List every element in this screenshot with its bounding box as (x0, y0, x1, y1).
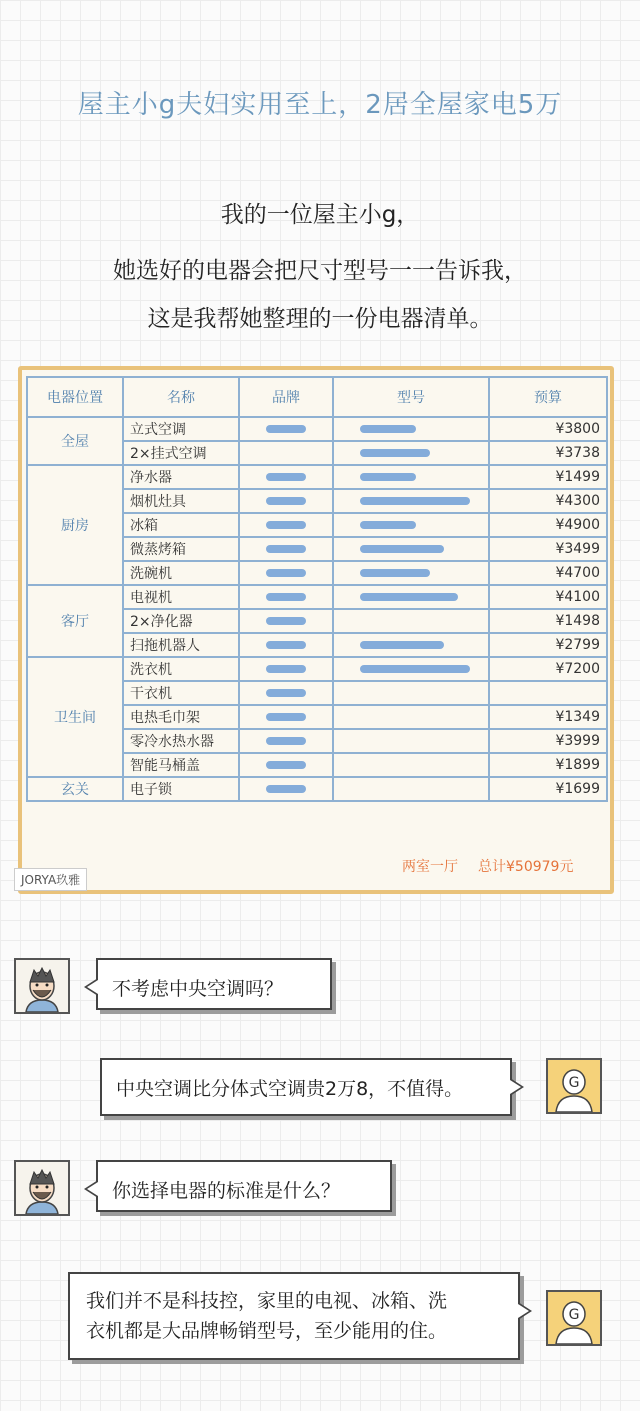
model-cell (333, 489, 489, 513)
table-body (27, 417, 607, 801)
intro-line-3: 这是我帮她整理的一份电器清单。 (147, 306, 493, 332)
dialog-text-1: 不考虑中央空调吗？ (112, 978, 284, 1000)
brand-redacted-scribble (266, 425, 306, 433)
brand-redacted-scribble (266, 689, 306, 697)
brand-redacted-scribble (266, 737, 306, 745)
g-avatar-icon (546, 1290, 602, 1346)
brand-redacted-scribble (266, 617, 306, 625)
budget-cell: ¥2799 (489, 633, 607, 657)
brand-cell (239, 585, 333, 609)
brand-redacted-scribble (266, 761, 306, 769)
location-cell: 卫生间 (27, 657, 123, 777)
model-cell (333, 465, 489, 489)
budget-cell: ¥3738 (489, 441, 607, 465)
model-cell (333, 729, 489, 753)
brand-redacted-scribble (266, 569, 306, 577)
location-cell: 厨房 (27, 465, 123, 585)
man-avatar-icon (14, 958, 70, 1014)
brand-cell (239, 705, 333, 729)
brand-cell (239, 753, 333, 777)
watermark: JORYA玖雅 (14, 868, 87, 891)
dialog-bubble-3 (96, 1160, 392, 1212)
brand-cell (239, 465, 333, 489)
model-cell (333, 609, 489, 633)
budget-cell: ¥3800 (489, 417, 607, 441)
table-row (27, 417, 607, 441)
model-cell (333, 777, 489, 801)
model-cell (333, 537, 489, 561)
footer-rooms: 两室一厅 (402, 859, 458, 875)
model-cell (333, 657, 489, 681)
name-cell: 零冷水热水器 (123, 729, 239, 753)
budget-cell: ¥4700 (489, 561, 607, 585)
model-cell (333, 417, 489, 441)
model-redacted-scribble (360, 593, 458, 601)
header-budget: 预算 (489, 377, 607, 417)
model-cell (333, 753, 489, 777)
name-cell: 净水器 (123, 465, 239, 489)
model-cell (333, 561, 489, 585)
name-cell: 冰箱 (123, 513, 239, 537)
name-cell: 微蒸烤箱 (123, 537, 239, 561)
dialog-text-4-line-2: 衣机都是大品牌畅销型号，至少能用的住。 (86, 1320, 448, 1342)
table-row (27, 465, 607, 489)
brand-redacted-scribble (266, 593, 306, 601)
model-cell (333, 585, 489, 609)
budget-cell: ¥1699 (489, 777, 607, 801)
model-redacted-scribble (360, 569, 430, 577)
brand-cell (239, 417, 333, 441)
budget-cell: ¥4100 (489, 585, 607, 609)
model-cell (333, 513, 489, 537)
name-cell: 扫拖机器人 (123, 633, 239, 657)
name-cell: 洗碗机 (123, 561, 239, 585)
name-cell: 烟机灶具 (123, 489, 239, 513)
budget-cell: ¥4900 (489, 513, 607, 537)
dialog-text-2: 中央空调比分体式空调贵2万8，不值得。 (116, 1078, 464, 1100)
budget-cell: ¥1349 (489, 705, 607, 729)
brand-cell (239, 609, 333, 633)
model-cell (333, 441, 489, 465)
intro-line-1: 我的一位屋主小g， (220, 202, 420, 228)
brand-cell (239, 777, 333, 801)
table-row (27, 585, 607, 609)
model-cell (333, 681, 489, 705)
svg-text:G: G (568, 1307, 580, 1323)
brand-redacted-scribble (266, 713, 306, 721)
intro-line-2: 她选好的电器会把尺寸型号一一告诉我， (113, 258, 527, 284)
name-cell: 电子锁 (123, 777, 239, 801)
name-cell: 立式空调 (123, 417, 239, 441)
brand-redacted-scribble (266, 545, 306, 553)
brand-cell (239, 561, 333, 585)
model-cell (333, 633, 489, 657)
g-avatar-icon (546, 1058, 602, 1114)
brand-cell (239, 489, 333, 513)
name-cell: 电视机 (123, 585, 239, 609)
page-title: 屋主小g夫妇实用至上，2居全屋家电5万 (77, 90, 563, 120)
table-header-row (27, 377, 607, 417)
header-model: 型号 (333, 377, 489, 417)
budget-cell: ¥4300 (489, 489, 607, 513)
header-name: 名称 (123, 377, 239, 417)
footer-total: 总计¥50979元 (478, 859, 574, 875)
budget-cell (489, 681, 607, 705)
dialog-text-4-line-1: 我们并不是科技控，家里的电视、冰箱、洗 (86, 1290, 448, 1312)
dialog-bubble-2 (100, 1058, 512, 1116)
dialog-bubble-4 (68, 1272, 520, 1360)
brand-cell (239, 513, 333, 537)
model-redacted-scribble (360, 473, 416, 481)
appliance-table (26, 376, 608, 802)
dialog-bubble-1 (96, 958, 332, 1010)
header-brand: 品牌 (239, 377, 333, 417)
budget-cell: ¥1899 (489, 753, 607, 777)
budget-cell: ¥3999 (489, 729, 607, 753)
model-redacted-scribble (360, 665, 470, 673)
name-cell: 洗衣机 (123, 657, 239, 681)
name-cell: 电热毛巾架 (123, 705, 239, 729)
model-redacted-scribble (360, 425, 416, 433)
model-redacted-scribble (360, 449, 430, 457)
man-avatar-icon (14, 1160, 70, 1216)
table-row (27, 777, 607, 801)
table-row (27, 657, 607, 681)
model-redacted-scribble (360, 497, 470, 505)
name-cell: 2×挂式空调 (123, 441, 239, 465)
location-cell: 玄关 (27, 777, 123, 801)
dialog-text-3: 你选择电器的标准是什么？ (112, 1180, 341, 1202)
brand-cell (239, 681, 333, 705)
name-cell: 干衣机 (123, 681, 239, 705)
brand-redacted-scribble (266, 641, 306, 649)
brand-redacted-scribble (266, 473, 306, 481)
name-cell: 智能马桶盖 (123, 753, 239, 777)
model-redacted-scribble (360, 641, 444, 649)
location-cell: 客厅 (27, 585, 123, 657)
budget-cell: ¥1499 (489, 465, 607, 489)
appliance-list-paper (18, 366, 614, 894)
budget-cell: ¥1498 (489, 609, 607, 633)
svg-text:G: G (568, 1075, 580, 1091)
brand-redacted-scribble (266, 497, 306, 505)
location-cell: 全屋 (27, 417, 123, 465)
name-cell: 2×净化器 (123, 609, 239, 633)
brand-redacted-scribble (266, 665, 306, 673)
brand-cell (239, 537, 333, 561)
brand-cell (239, 441, 333, 465)
brand-redacted-scribble (266, 521, 306, 529)
model-redacted-scribble (360, 521, 416, 529)
model-cell (333, 705, 489, 729)
header-location: 电器位置 (27, 377, 123, 417)
model-redacted-scribble (360, 545, 444, 553)
brand-cell (239, 657, 333, 681)
brand-cell (239, 729, 333, 753)
budget-cell: ¥7200 (489, 657, 607, 681)
brand-redacted-scribble (266, 785, 306, 793)
brand-cell (239, 633, 333, 657)
budget-cell: ¥3499 (489, 537, 607, 561)
